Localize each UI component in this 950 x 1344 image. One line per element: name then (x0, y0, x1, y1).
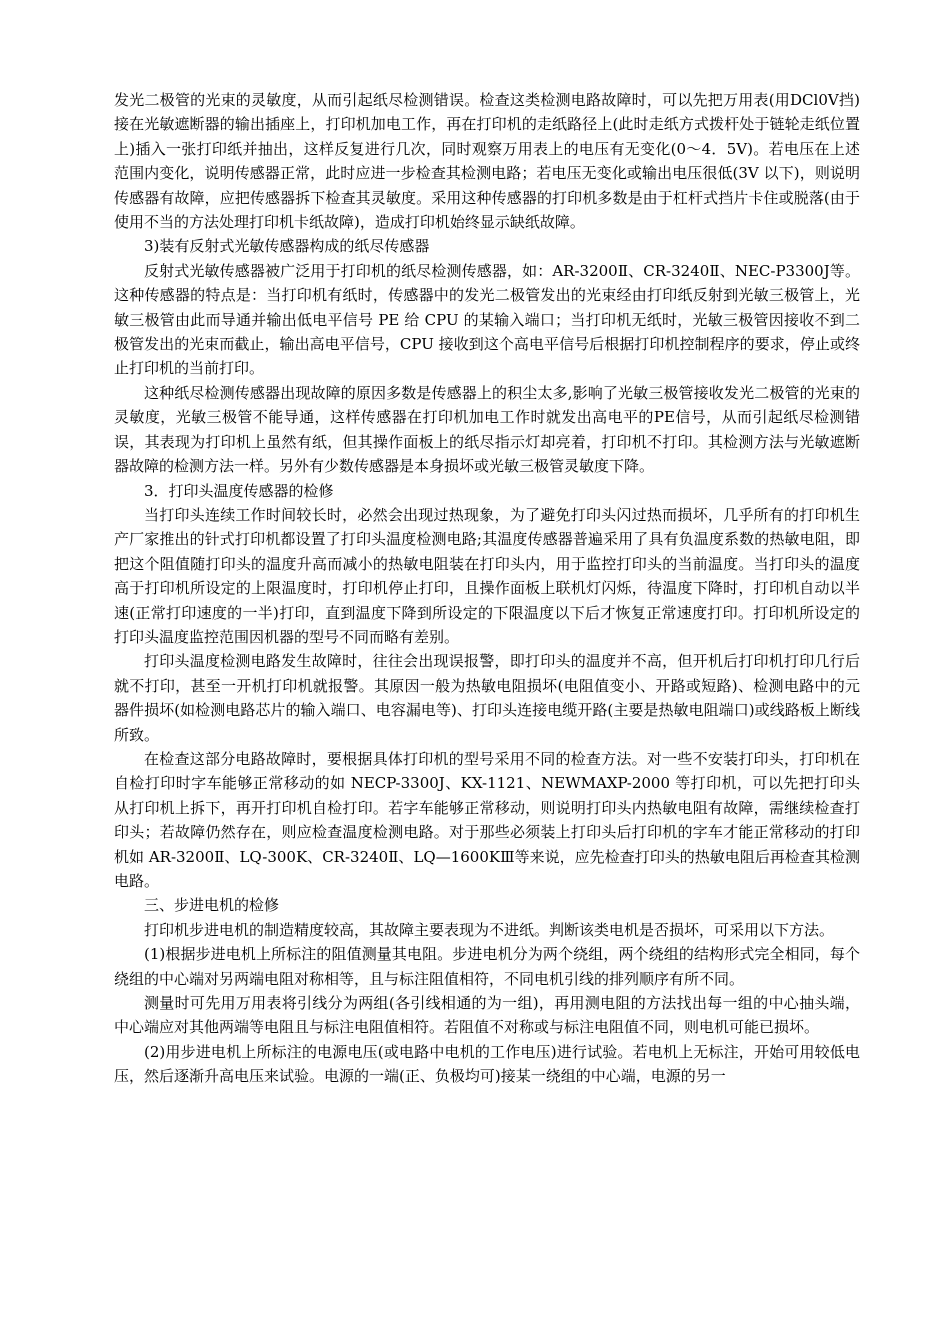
document-page (114, 88, 860, 1089)
paragraph-printhead-temp-intro: 当打印头连续工作时间较长时，必然会出现过热现象，为了避免打印头闪过热而损坏，几乎所有的打印机生产厂家推出的针式打印机都设置了打印头温度检测电路;其温度传感器普遍采用了具有负温度系数的热敏电阻，即把这个阻值随打印头的温度升高而减小的热敏电阻装在打印头内，用于监控打印头的当前温度。当打印头的温度高于打印机所设定的上限温度时，打印机停止打印，且操作面板上联机灯闪烁，待温度下降时，打印机自动以半速(正常打印速度的一半)打印，直到温度下降到所设定的下限温度以下后才恢复正常速度打印。打印机所设定的打印头温度监控范围因机器的型号不同而略有差别。 (114, 505, 860, 646)
paragraph-stepper-method-1: (1)根据步进电机上所标注的阻值测量其电阻。步进电机分为两个绕组，两个绕组的结构形式完全相同，每个绕组的中心端对另两端电阻对称相等，且与标注阻值相符，不同电机引线的排列顺序有所不同。 (114, 945, 860, 988)
paragraph-printhead-temp-check: 在检查这部分电路故障时，要根据具体打印机的型号采用不同的检查方法。对一些不安装打印头，打印机在自检打印时字车能够正常移动的如 NECP-3300J、KX-1121、NEWMAXP-2000 等打印机，可以先把打印头从打印机上拆下，再开打印机自检打印。若字车能够正常移动，则说明打印头内热敏电阻有故障，需继续检查打印头；若故障仍然存在，则应检查温度检测电路。对于那些必须装上打印头后打印机的字车才能正常移动的打印机如 AR-3200Ⅱ、LQ-300K、CR-3240Ⅱ、LQ—1600KⅢ等来说，应先检查打印头的热敏电阻后再检查其检测电路。 (114, 749, 860, 890)
heading-stepper-motor: 三、步进电机的检修 (144, 896, 280, 915)
paragraph-stepper-measure: 测量时可先用万用表将引线分为两组(各引线相通的为一组)，再用测电阻的方法找出每一组的中心抽头端，中心端应对其他两端等电阻且与标注电阻值相符。若阻值不对称或与标注电阻值不同，则电机可能已损坏。 (114, 994, 860, 1037)
paragraph-photo-interrupter-check: 发光二极管的光束的灵敏度，从而引起纸尽检测错误。检查这类检测电路故障时，可以先把万用表(用DCl0V挡)接在光敏遮断器的输出插座上，打印机加电工作，再在打印机的走纸路径上(此时走纸方式拨杆处于链轮走纸位置上)插入一张打印纸并抽出，这样反复进行几次，同时观察万用表上的电压有无变化(0～4．5V)。若电压在上述范围内变化，说明传感器正常，此时应进一步检查其检测电路；若电压无变化或输出电压很低(3V 以下)，则说明传感器有故障，应把传感器拆下检查其灵敏度。采用这种传感器的打印机多数是由于杠杆式挡片卡住或脱落(由于使用不当的方法处理打印机卡纸故障)，造成打印机始终显示缺纸故障。 (114, 91, 860, 232)
paragraph-reflective-sensor-intro: 反射式光敏传感器被广泛用于打印机的纸尽检测传感器，如：AR-3200Ⅱ、CR-3240Ⅱ、NEC-P3300J等。这种传感器的特点是：当打印机有纸时，传感器中的发光二极管发出的光束经由打印纸反射到光敏三极管上，光敏三极管由此而导通并输出低电平信号 PE 给 CPU 的某输入端口；当打印机无纸时，光敏三极管因接收不到二极管发出的光束而截止，输出高电平信号，CPU 接收到这个高电平信号后根据打印机控制程序的要求，停止或终止打印机的当前打印。 (114, 261, 860, 378)
paragraph-printhead-temp-fault: 打印头温度检测电路发生故障时，往往会出现误报警，即打印头的温度并不高，但开机后打印机打印几行后就不打印，甚至一开机打印机就报警。其原因一般为热敏电阻损坏(电阻值变小、开路或短路)、检测电路中的元器件损坏(如检测电路芯片的输入端口、电容漏电等)、打印头连接电缆开路(主要是热敏电阻端口)或线路板上断线所致。 (114, 652, 860, 744)
heading-reflective-sensor: 3)装有反射式光敏传感器构成的纸尽传感器 (144, 237, 430, 256)
paragraph-reflective-sensor-fault: 这种纸尽检测传感器出现故障的原因多数是传感器上的积尘太多,影响了光敏三极管接收发光二极管的光束的灵敏度，光敏三极管不能导通，这样传感器在打印机加电工作时就发出高电平的PE信号，从而引起纸尽检测错误，其表现为打印机上虽然有纸，但其操作面板上的纸尽指示灯却亮着，打印机不打印。其检测方法与光敏遮断器故障的检测方法一样。另外有少数传感器是本身损坏或光敏三极管灵敏度下降。 (114, 383, 860, 476)
heading-printhead-temp-sensor: 3．打印头温度传感器的检修 (144, 481, 334, 500)
paragraph-stepper-intro: 打印机步进电机的制造精度较高，其故障主要表现为不进纸。判断该类电机是否损坏，可采用以下方法。 (144, 920, 835, 939)
paragraph-stepper-method-2: (2)用步进电机上所标注的电源电压(或电路中电机的工作电压)进行试验。若电机上无标注，开始可用较低电压，然后逐渐升高电压来试验。电源的一端(正、负极均可)接某一绕组的中心端，电源的另一 (114, 1042, 860, 1086)
